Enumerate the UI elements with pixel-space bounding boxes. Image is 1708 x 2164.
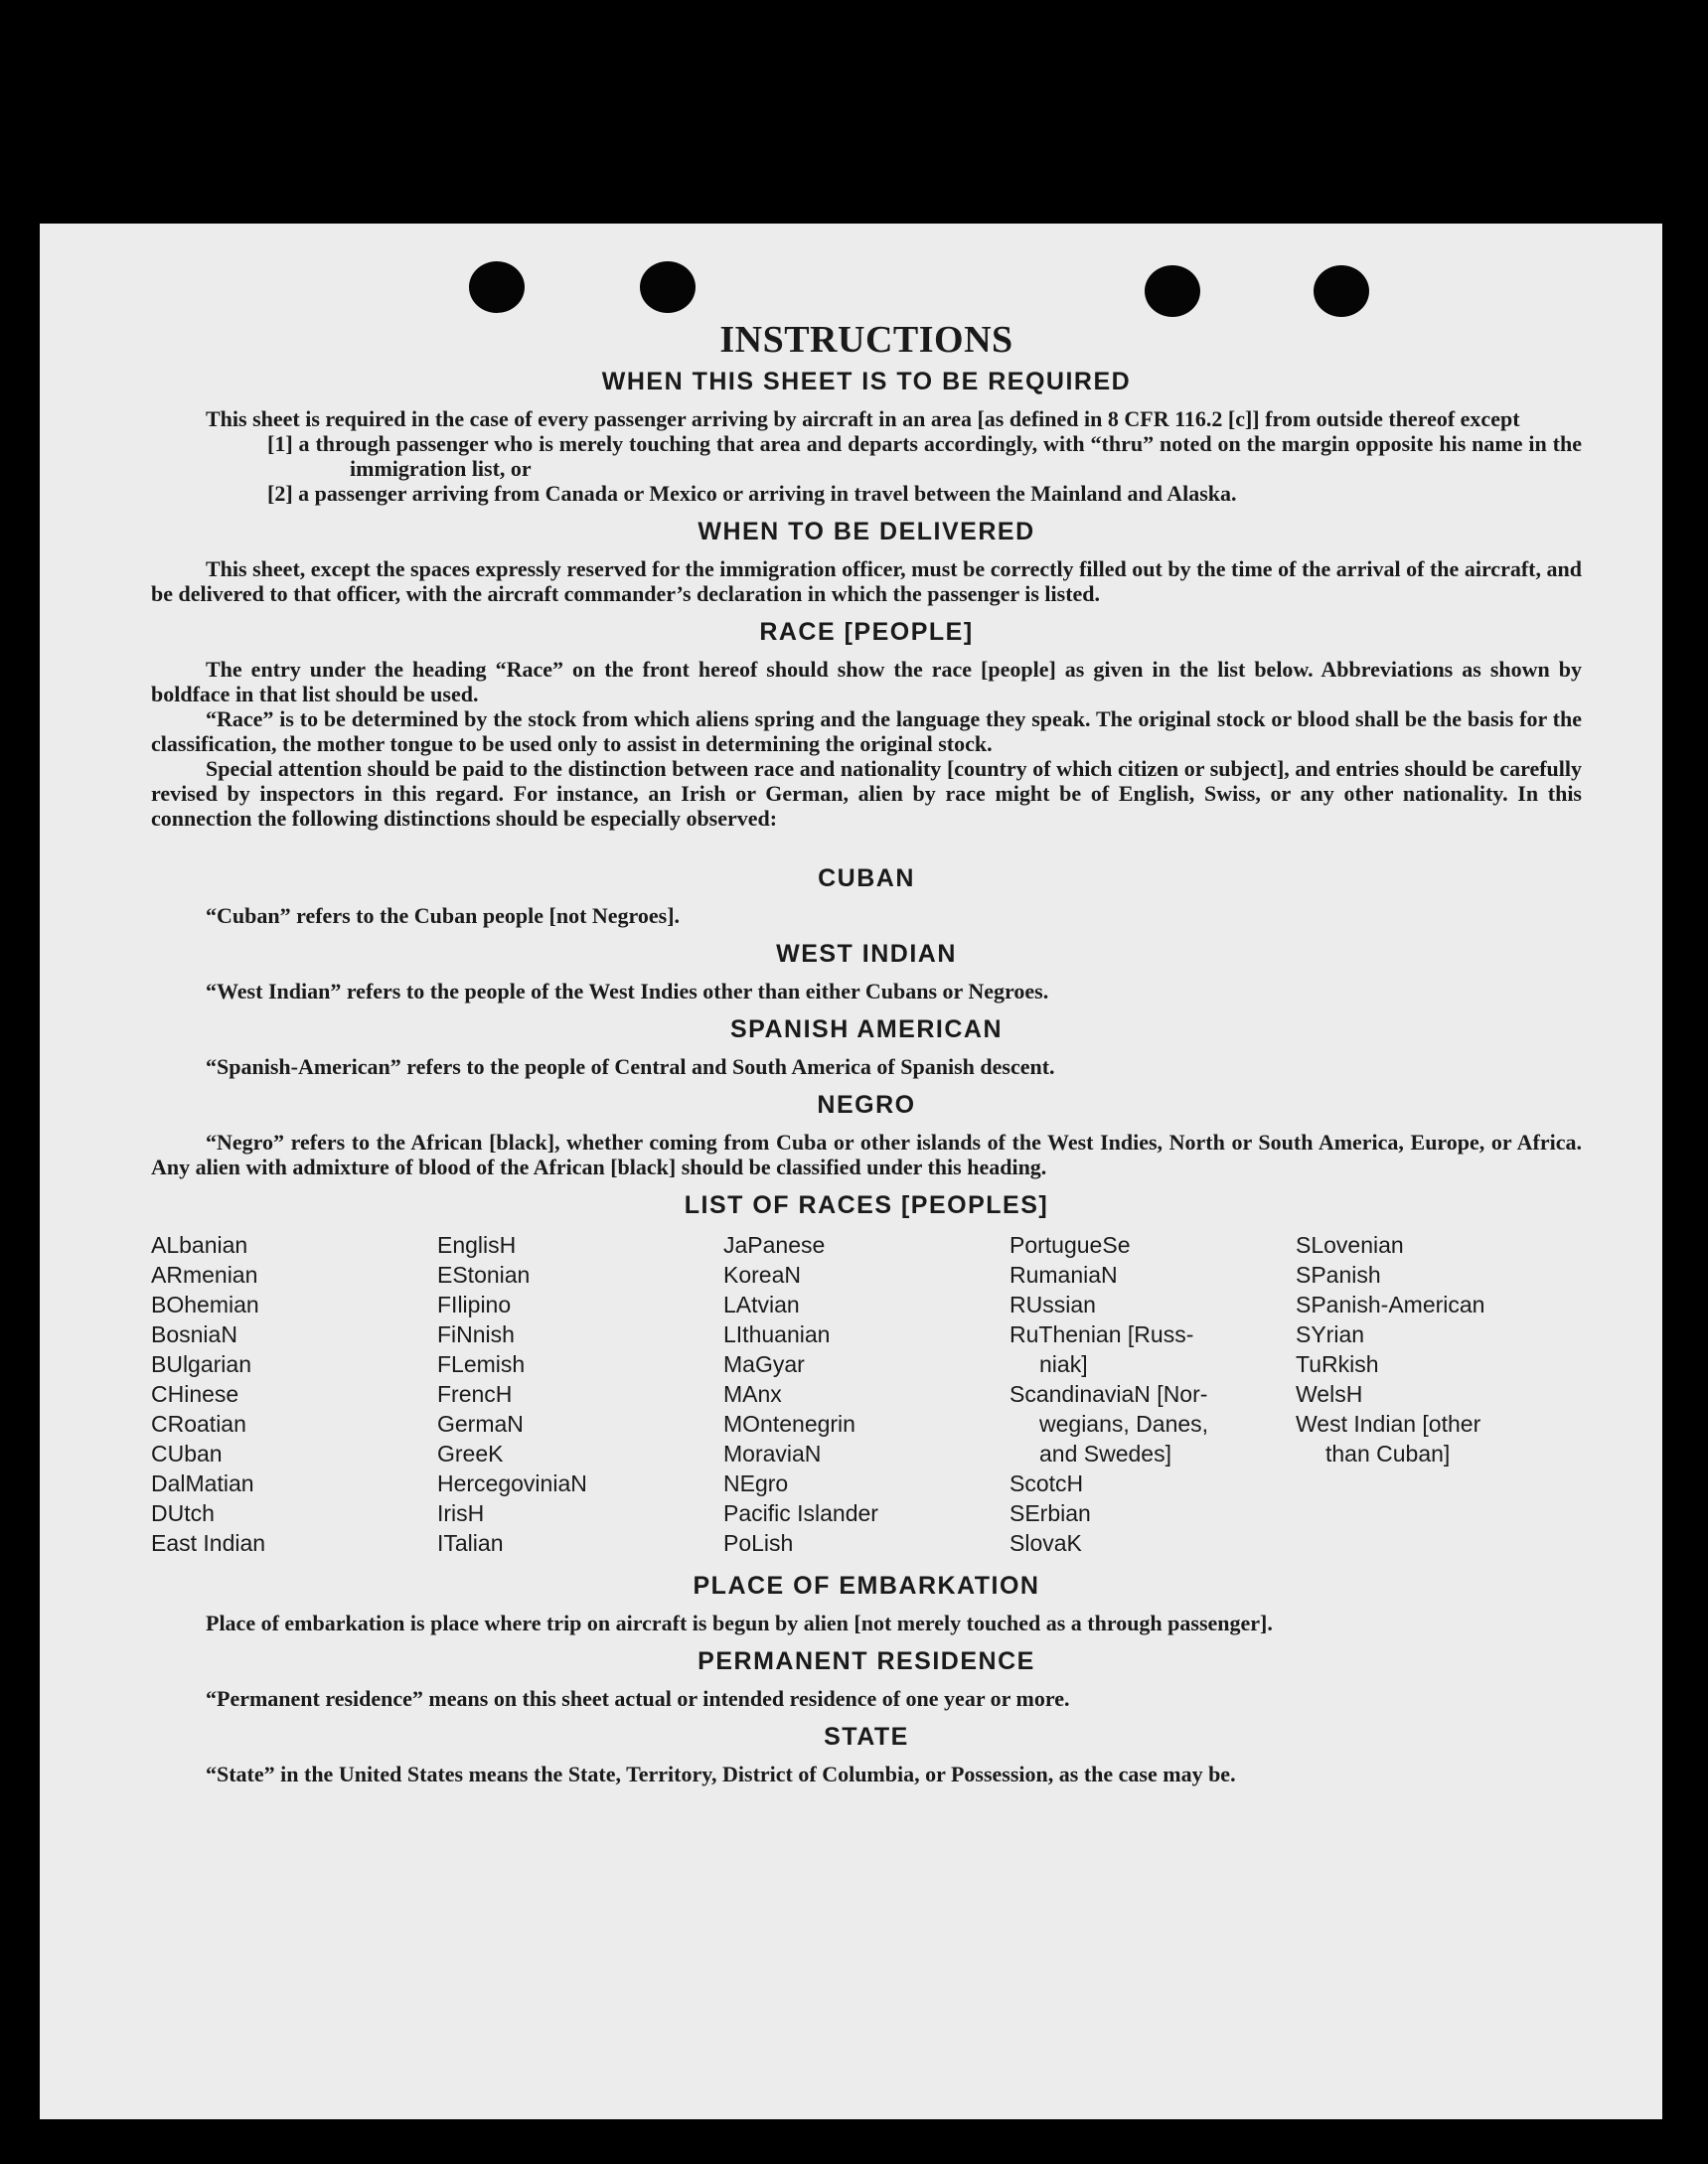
race-entry: SlovaK — [1009, 1530, 1082, 1556]
page-title: INSTRUCTIONS — [719, 319, 1013, 361]
race-entry: BUlgarian — [151, 1351, 251, 1377]
race-column — [723, 1230, 1009, 1558]
race-column — [1009, 1230, 1296, 1558]
race-entry: BOhemian — [151, 1292, 259, 1317]
race-entry: ITalian — [437, 1530, 504, 1556]
race-entry: East Indian — [151, 1530, 266, 1556]
race-entry: wegians, Danes, — [1039, 1411, 1209, 1437]
race-paragraph: Special attention should be paid to the distinction between race and nationality [country of which citizen or subject], and entries should be carefully revised by inspectors in this regard. For instance, an Irish or German, alien by race might be of English, Swiss, or any other nationality. In this connection the following distinctions should be especially observed: — [151, 756, 1582, 831]
race-entry: and Swedes] — [1039, 1441, 1171, 1467]
race-entry: KoreaN — [723, 1262, 801, 1288]
when-required-text: This sheet is required in the case of every passenger arriving by aircraft in an area [as defined in 8 CFR 116.2 [c]] from outside thereof except — [206, 406, 1520, 431]
document-page — [40, 224, 1662, 2119]
punch-hole — [640, 261, 696, 313]
race-entry: CHinese — [151, 1381, 239, 1407]
race-entry: RUssian — [1009, 1292, 1096, 1317]
race-entry: CUban — [151, 1441, 223, 1467]
heading-race: RACE [PEOPLE] — [759, 618, 974, 646]
race-entry: Pacific Islander — [723, 1500, 878, 1526]
race-entry: RumaniaN — [1009, 1262, 1118, 1288]
race-entry: MAnx — [723, 1381, 782, 1407]
state-text: “State” in the United States means the State, Territory, District of Columbia, or Possession, as the case may be. — [206, 1762, 1236, 1786]
race-entry: MoraviaN — [723, 1441, 822, 1467]
heading-west-indian: WEST INDIAN — [776, 940, 957, 968]
race-entry: JaPanese — [723, 1232, 826, 1258]
race-entry: GreeK — [437, 1441, 504, 1467]
race-column — [1296, 1230, 1582, 1558]
race-entry: NEgro — [723, 1470, 789, 1496]
race-entry: GermaN — [437, 1411, 524, 1437]
heading-spanish-american: SPANISH AMERICAN — [729, 1015, 1003, 1043]
race-entry: ARmenian — [151, 1262, 258, 1288]
race-entry: ScandinaviaN [Nor- — [1009, 1381, 1208, 1407]
race-entry: SYrian — [1296, 1321, 1365, 1347]
race-column — [151, 1230, 437, 1558]
punch-hole — [469, 261, 525, 313]
race-entry: EStonian — [437, 1262, 531, 1288]
race-entry: PortugueSe — [1009, 1232, 1131, 1258]
document-content — [151, 318, 1582, 1786]
race-entry: WelsH — [1296, 1381, 1363, 1407]
race-entry: ALbanian — [151, 1232, 248, 1258]
race-entry: SLovenian — [1296, 1232, 1404, 1258]
negro-text: “Negro” refers to the African [black], whether coming from Cuba or other islands of the West Indies, North or South America, Europe, or Africa. Any alien with admixture of blood of the African [black] should be classified under this heading. — [151, 1130, 1582, 1179]
race-entry: DalMatian — [151, 1470, 254, 1496]
race-entry: HercegoviniaN — [437, 1470, 587, 1496]
exception-item: [2] a passenger arriving from Canada or Mexico or arriving in travel between the Mainland and Alaska. — [267, 481, 1237, 506]
race-entry: ScotcH — [1009, 1470, 1084, 1496]
heading-negro: NEGRO — [817, 1091, 916, 1119]
race-entry: FIlipino — [437, 1292, 512, 1317]
heading-list-of-races: LIST OF RACES [PEOPLES] — [684, 1191, 1049, 1219]
race-entry: SErbian — [1009, 1500, 1091, 1526]
race-entry: TuRkish — [1296, 1351, 1379, 1377]
race-entry: LAtvian — [723, 1292, 800, 1317]
race-entry: than Cuban] — [1325, 1441, 1451, 1467]
race-entry: West Indian [other — [1296, 1411, 1481, 1437]
cuban-text: “Cuban” refers to the Cuban people [not Negroes]. — [206, 903, 681, 928]
race-entry: SPanish — [1296, 1262, 1381, 1288]
exception-item: [1] a through passenger who is merely touching that area and departs accordingly, with “thru” noted on the margin opposite his name in the immigration list, or — [267, 431, 1582, 481]
punch-hole — [1314, 265, 1369, 317]
heading-cuban: CUBAN — [818, 864, 915, 892]
race-entry: BosniaN — [151, 1321, 237, 1347]
race-entry: FrencH — [437, 1381, 513, 1407]
race-entry: niak] — [1039, 1351, 1088, 1377]
race-paragraph: “Race” is to be determined by the stock from which aliens spring and the language they speak. The original stock or blood shall be the basis for the classification, the mother tongue to be used only to assist in determining the original stock. — [151, 706, 1582, 756]
race-entry: MOntenegrin — [723, 1411, 855, 1437]
heading-embarkation: PLACE OF EMBARKATION — [693, 1572, 1040, 1600]
race-entry: FLemish — [437, 1351, 526, 1377]
race-entry: PoLish — [723, 1530, 794, 1556]
heading-when-delivered: WHEN TO BE DELIVERED — [698, 518, 1035, 545]
race-entry: RuThenian [Russ- — [1009, 1321, 1194, 1347]
heading-permanent-residence: PERMANENT RESIDENCE — [698, 1647, 1035, 1675]
race-column — [437, 1230, 723, 1558]
embarkation-text: Place of embarkation is place where trip on aircraft is begun by alien [not merely touched as a through passenger]. — [206, 1611, 1273, 1635]
race-entry: IrisH — [437, 1500, 485, 1526]
race-entry: FiNnish — [437, 1321, 515, 1347]
race-entry: SPanish-American — [1296, 1292, 1485, 1317]
residence-text: “Permanent residence” means on this sheet actual or intended residence of one year or more. — [206, 1686, 1070, 1711]
heading-when-required: WHEN THIS SHEET IS TO BE REQUIRED — [601, 368, 1132, 395]
west-indian-text: “West Indian” refers to the people of the West Indies other than either Cubans or Negroes. — [206, 979, 1049, 1004]
spanish-american-text: “Spanish-American” refers to the people of Central and South America of Spanish descent. — [206, 1054, 1055, 1079]
race-entry: LIthuanian — [723, 1321, 831, 1347]
race-paragraph: The entry under the heading “Race” on the front hereof should show the race [people] as given in the list below. Abbreviations as shown by boldface in that list should be used. — [151, 657, 1582, 706]
race-entry: CRoatian — [151, 1411, 246, 1437]
punch-hole — [1145, 265, 1200, 317]
heading-state: STATE — [824, 1723, 909, 1751]
race-entry: EnglisH — [437, 1232, 517, 1258]
race-entry: DUtch — [151, 1500, 215, 1526]
race-entry: MaGyar — [723, 1351, 805, 1377]
race-list — [151, 1230, 1582, 1558]
when-delivered-text: This sheet, except the spaces expressly reserved for the immigration officer, must be correctly filled out by the time of the arrival of the aircraft, and be delivered to that officer, with the aircraft commander’s declaration in which the passenger is listed. — [151, 556, 1582, 606]
